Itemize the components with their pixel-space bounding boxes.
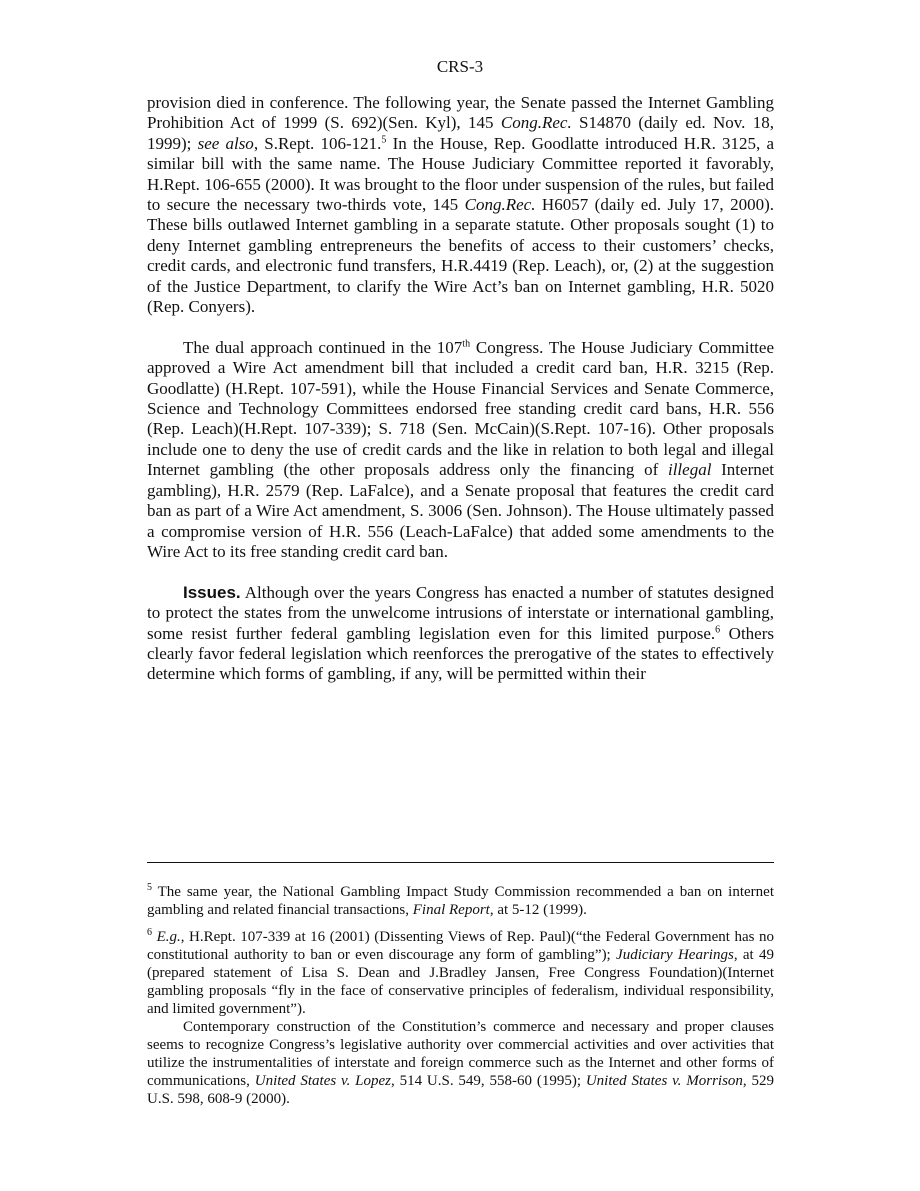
body-text	[147, 93, 774, 685]
issues-heading: Issues.	[183, 582, 241, 602]
paragraph-2: The dual approach continued in the 107th Congress. The House Judiciary Committee approved a Wire Act amendment bill that included a credit card ban, H.R. 3215 (Rep. Goodlatte) (H.Rept. 107-591), while the House Financial Services and Senate Commerce, Science and Technology Committees endorsed free standing credit card bans, H.R. 556 (Rep. Leach)(H.Rept. 107-339); S. 718 (Sen. McCain)(S.Rept. 107-16). Other proposals include one to deny the use of credit cards and the like in relation to both legal and illegal Internet gambling (the other proposals address only the financing of illegal Internet gambling), H.R. 2579 (Rep. LaFalce), and a Senate proposal that features the credit card ban as part of a Wire Act amendment, S. 3006 (Sen. Johnson). The House ultimately passed a compromise version of H.R. 556 (Leach-LaFalce) that added some amendments to the Wire Act to its free standing credit card ban.	[147, 337, 775, 561]
footnote-separator	[147, 862, 774, 863]
page-number-header: CRS-3	[436, 57, 484, 76]
paragraph-3: Issues. Although over the years Congress has enacted a number of statutes designed to protect the states from the unwelcome intrusions of interstate or international gambling, some resist further federal gambling legislation even for this limited purpose.$^6$ Others clearly favor federal legislation which reenforces the prerogative of the states to effectively determine which forms of gambling, if any, will be permitted within their	[147, 582, 774, 684]
footnote-ref-6[interactable]: 6	[715, 623, 721, 635]
footnote-5: $^5$ The same year, the National Gambling Impact Study Commission recommended a ban on internet gambling and related financial transactions, Final Report, at 5-12 (1999).	[147, 882, 774, 918]
footnote-6-continuation: Contemporary construction of the Constitution’s commerce and necessary and proper clauses seems to recognize Congress’s legislative authority over commercial activities and over activities that utilize the instrumentalities of interstate and foreign commerce such as the Internet and other forms of communications, United States v. Lopez, 514 U.S. 549, 558-60 (1995); United States v. Morrison, 529 U.S. 598, 608-9 (2000).	[147, 1019, 774, 1107]
footnote-ref-5[interactable]: 5	[381, 134, 387, 146]
footnote-6: $^6$ E.g., H.Rept. 107-339 at 16 (2001) (Dissenting Views of Rep. Paul)(“the Federal Government has no constitutional authority to ban or even discourage any form of gambling”); Judiciary Hearings, at 49 (prepared statement of Lisa S. Dean and J.Bradley Jansen, Free Congress Foundation)(Internet gambling proposals “fly in the face of conservative principles of federalism, individual responsibility, and limited government”).	[147, 927, 775, 1017]
paragraph-1: provision died in conference. The following year, the Senate passed the Internet Gambling Prohibition Act of 1999 (S. 692)(Sen. Kyl), 145 Cong.Rec. S14870 (daily ed. Nov. 18, 1999); see also, S.Rept. 106-121.$^5$ In the House, Rep. Goodlatte introduced H.R. 3125, a similar bill with the same name. The House Judiciary Committee reported it favorably, H.Rept. 106-655 (2000). It was brought to the floor under suspension of the rules, but failed to secure the necessary two-thirds vote, 145 Cong.Rec. H6057 (daily ed. July 17, 2000). These bills outlawed Internet gambling in a separate statute. Other proposals sought (1) to deny Internet gambling entrepreneurs the benefits of access to their customers’ checks, credit cards, and electronic fund transfers, H.R.4419 (Rep. Leach), or, (2) at the suggestion of the Justice Department, to clarify the Wire Act’s ban on Internet gambling, H.R. 5020 (Rep. Conyers).	[147, 93, 774, 317]
footnotes	[147, 883, 774, 1108]
